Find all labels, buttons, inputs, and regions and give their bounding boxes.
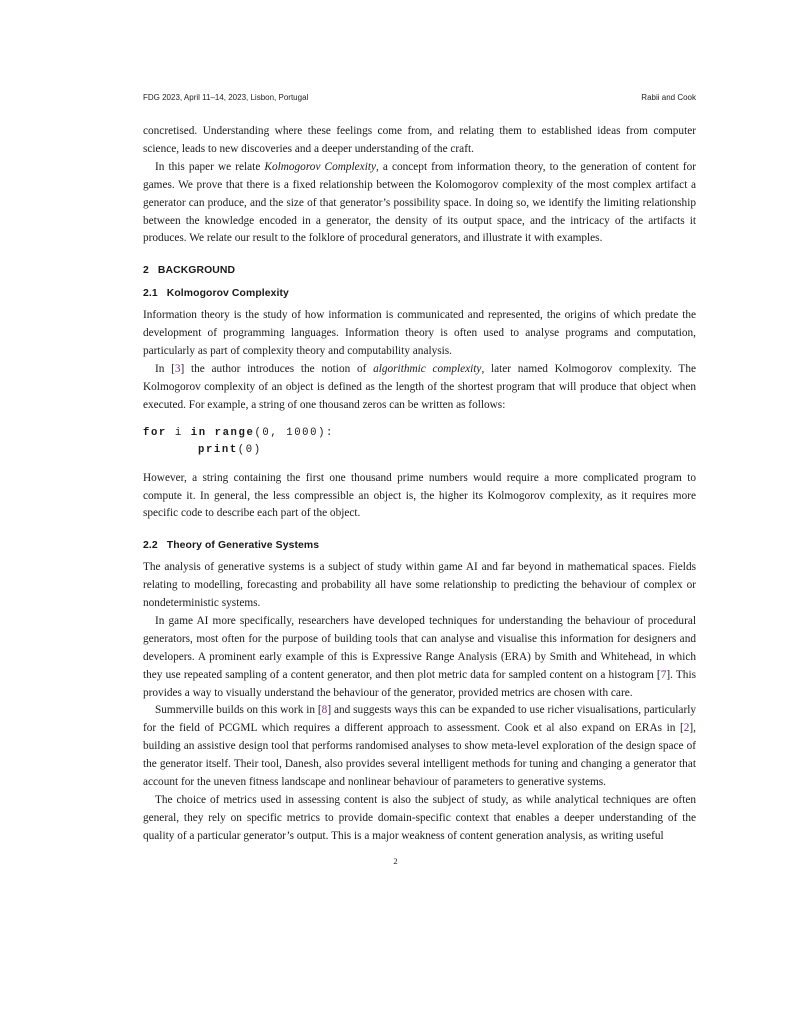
text-run: , a concept from information theory, to the generation of content for games. We prove that there is a fixed relationship between the Kolomogorov complexity of the most complex artifact a generator can produce, and the size of that generator’s possibility space. In doing so, we identify the limiting relationship between the knowledge encoded in a generator, the density of its output space, and the intricacy of the artifacts it produces. We relate our result to the folklore of procedural generators, and illustrate it with examples. [143,160,696,245]
emphasis-term: algorithmic complexity [373,362,482,375]
emphasis-term: Kolmogorov Complexity [264,160,376,173]
text-run: In [ [155,362,175,375]
code-line-1 [143,425,696,443]
page-number: 2 [393,856,398,866]
code-keyword: range [214,426,255,439]
code-text: (0) [237,444,262,457]
subsection-title: Kolmogorov Complexity [166,288,289,300]
kolmogorov-paragraph-3: However, a string containing the first one thousand prime numbers would require a more complicated program to compute it. In general, the less compressible an object is, the higher its Kolmogorov complexity, as it requires more specific code to describe each part of the object. [143,471,696,520]
text-run: Summerville builds on this work in [ [155,704,322,717]
section-heading-background [143,262,696,280]
citation-link[interactable]: 8 [321,704,328,717]
citation-link[interactable]: 3 [174,362,181,375]
code-keyword: for [143,426,167,439]
text-run: ], building an assistive design tool that performs randomised analyses to show meta-level exploration of the design space of the generator itself. Their tool, Danesh, also provides several intelligent methods for tuning and changing a generator that account for the uneven fitness landscape and nonlinear behaviour of parameters to generative systems. [143,722,696,789]
intro-paragraph-2 [143,159,696,249]
generative-paragraph-4: The choice of metrics used in assessing content is also the subject of study, as while analytical techniques are often general, they rely on specific metrics to provide domain-specific context that enables a deeper understanding of the quality of a particular generator’s output. This is a major weakness of content generation analysis, as writing useful [143,794,696,842]
generative-paragraph-1: The analysis of generative systems is a subject of study within game AI and far beyond in mathematical spaces. Fields relating to modelling, forecasting and probability all have some relationship to predicting the behaviour of complex or nondeterministic systems. [143,561,696,610]
subsection-heading-kolmogorov [143,285,696,303]
text-run: In game AI more specifically, researchers have developed techniques for understanding the behaviour of procedural generators, most often for the purpose of building tools that can analyse and visualise this information for designers and developers. A prominent early example of this is Expressive Range Analysis (ERA) by Smith and Whitehead, in which they use repeated sampling of a content generator, and then plot metric data for sampled content on a histogram [ [143,614,696,681]
running-header-venue: FDG 2023, April 11–14, 2023, Lisbon, Portugal [143,93,309,102]
section-number: 2 [143,265,149,277]
text-run: ] the author introduces the notion of [180,362,374,375]
code-text: (0, 1000): [254,426,335,439]
subsection-number: 2.2 [143,540,158,552]
section-title: BACKGROUND [157,265,236,277]
text-run: ]. This provides a way to visually understand the behaviour of the generator, provided metrics are chosen with care. [143,668,696,699]
subsection-title: Theory of Generative Systems [166,540,320,552]
code-keyword: print [198,444,238,457]
generative-paragraph-3 [143,702,696,792]
subsection-number: 2.1 [143,288,158,300]
kolmogorov-paragraph-1: Information theory is the study of how information is communicated and represented, the origins of which predate the development of programming languages. Information theory is often used to analyse programs and computation, particularly as part of complexity theory and computability analysis. [143,309,696,357]
text-run: In this paper we relate [155,160,265,173]
code-line-2 [143,442,696,460]
text-run: ] and suggests ways this can be expanded to use richer visualisations, particularly for the field of PCGML which requires a different approach to assessment. Cook et al also expand on ERAs in [ [143,704,696,735]
code-keyword: in [190,426,207,439]
subsection-heading-generative-systems [143,537,696,555]
running-header-authors: Rabii and Cook [641,93,696,102]
generative-paragraph-2 [143,613,696,703]
page-body [143,123,696,846]
citation-link[interactable]: 2 [683,722,690,735]
citation-link[interactable]: 7 [660,668,667,681]
intro-paragraph-1: concretised. Understanding where these feelings come from, and relating them to established ideas from computer science, leads to new discoveries and a deeper understanding of the craft. [143,125,696,155]
kolmogorov-paragraph-2 [143,361,696,415]
code-listing [143,425,696,460]
text-run: , later named Kolmogorov complexity. The Kolmogorov complexity of an object is defined as the length of the shortest program that will produce that object when executed. For example, a string of one thousand zeros can be written as follows: [143,362,696,411]
code-text: i [166,426,191,439]
